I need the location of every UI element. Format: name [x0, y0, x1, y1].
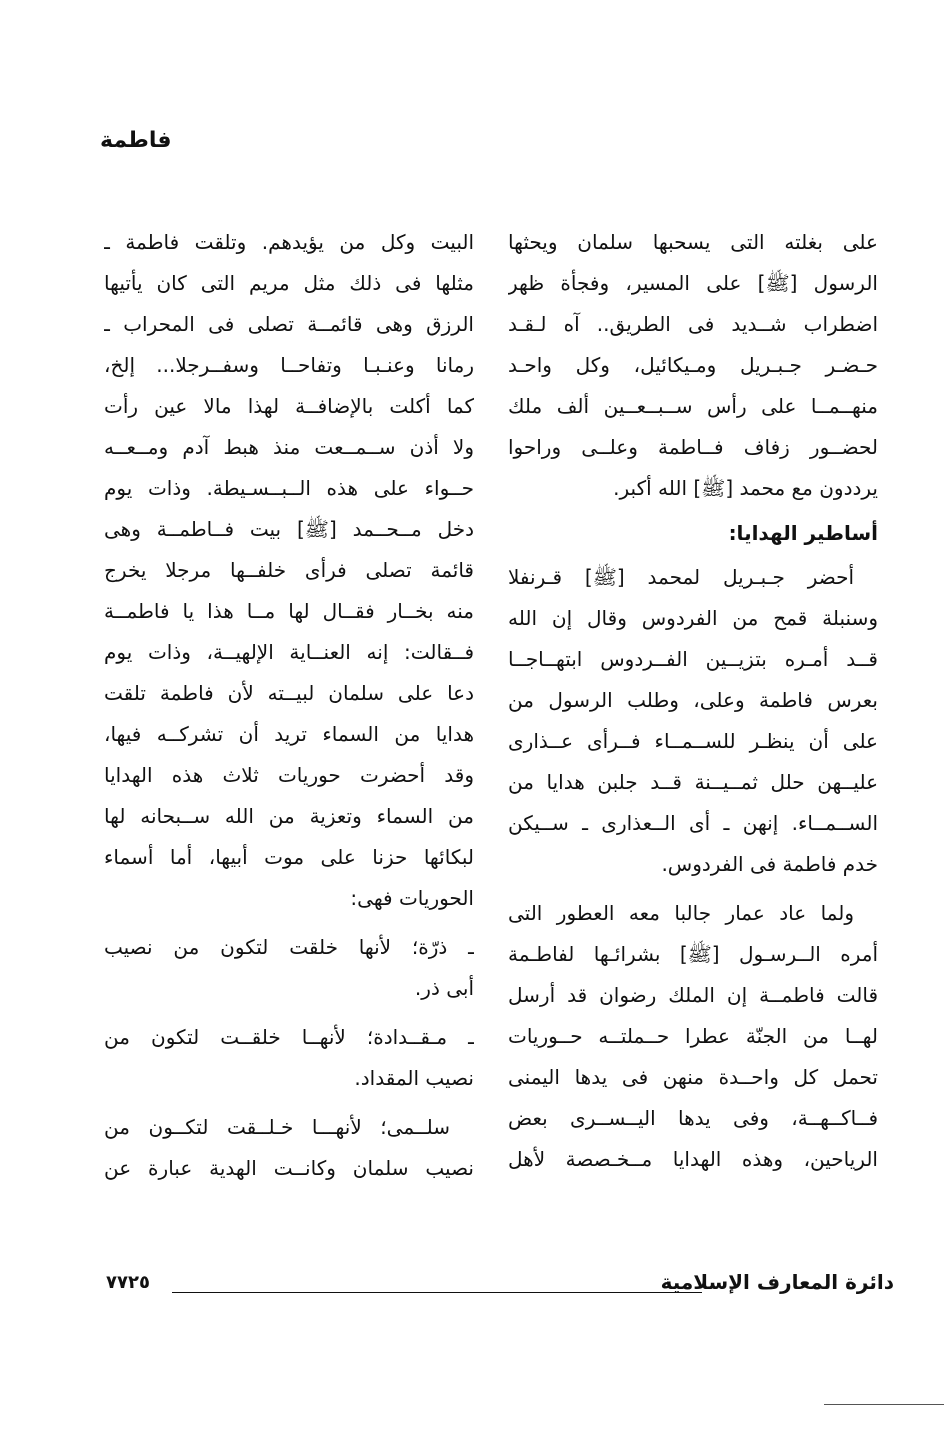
text-line: منه بخــار فقــال لها مــا هذا يا فاطمــة — [104, 599, 474, 623]
text-line: حـضـر جـبـريل ومـيكائيل، وكل واحـد — [508, 353, 878, 377]
text-line: البيت وكل من يؤيدهم. وتلقت فاطمة ـ — [104, 230, 474, 254]
text-line: كما أكلت بالإضافــة لهذا مالا عين رأت — [104, 394, 474, 418]
text-line: رمانا وعنـبـا وتفاحــا وسفــرجلا... إلخ، — [104, 353, 474, 377]
text-line: ـ مـقــدادة؛ لأنهــا خلقــت لتكون من — [104, 1025, 474, 1049]
text-line: قــد أمـره بتزيــين الفــردوس ابتهــاجــا — [508, 647, 878, 671]
text-line: خدم فاطمة فى الفردوس. — [661, 852, 878, 876]
text-line: اضطراب شــديد فى الطريق.. آه لـقـد — [508, 312, 878, 336]
text-line: منهــمــا على رأس ســبــعــين ألف ملك — [508, 394, 878, 418]
text-line: على بغلته التى يسحبها سلمان ويحثها — [508, 230, 878, 254]
text-line: نصيب سلمان وكانــت الهدية عبارة عن — [104, 1156, 474, 1180]
text-line: ولما عاد عمار جالبا معه العطور التى — [508, 901, 854, 925]
text-line: وسنبلة قمح من الفردوس وقال إن الله — [508, 606, 878, 630]
right-text-column — [508, 222, 878, 1180]
text-line: ـ ذرّة؛ لأنها خلقت لتكون من نصيب — [104, 935, 474, 959]
text-line: على أن ينظـر للســمــاء فــرأى عــذارى — [508, 729, 878, 753]
text-line: يرددون مع محمد [ﷺ] الله أكبر. — [613, 476, 878, 500]
text-line: عليــهن حلل ثمــيــنة قــد جلبن هدايا من — [508, 770, 878, 794]
text-line: نصيب المقداد. — [354, 1066, 474, 1090]
text-line: تحمل كل واحــدة منهن فى يدها اليمنى — [508, 1065, 878, 1089]
footer-divider — [172, 1292, 702, 1293]
text-line: لحضــور زفاف فــاطمة وعلــى وراحوا — [508, 435, 878, 459]
text-line: فــقالت: إنه العنــاية الإلهيــة، وذات يوم — [104, 640, 474, 664]
text-line: مثلها فى ذلك مثل مريم التى كان يأتيها — [104, 271, 474, 295]
text-line: هدايا من السماء تريد أن تشركــه فيها، — [104, 722, 474, 746]
text-line: قالت فاطمــة إن الملك رضوان قد أرسل — [508, 983, 878, 1007]
text-line: أبى ذر. — [414, 976, 474, 1000]
text-line: من السماء وتعزية من الله ســبحانه لها — [104, 804, 474, 828]
text-line: الحوريات فهى: — [350, 886, 474, 910]
page-header-title: فاطمة — [100, 128, 172, 153]
text-line: لبكائها حزنا على موت أبيها، أما أسماء — [104, 845, 474, 869]
text-line: ولا أذن ســمــعت منذ هبط آدم ومــعــه — [104, 435, 474, 459]
scan-edge-line — [824, 1404, 944, 1405]
text-line: وقد أحضرت حوريات ثلاث هذه الهدايا — [104, 763, 474, 787]
text-line: الســمــاء. إنهن ـ أى الــعذارى ـ ســيكن — [508, 811, 878, 835]
text-line: سلــمى؛ لأنهـــا خـلــقت لتكــون من — [104, 1115, 450, 1139]
footer-encyclopedia-title: دائرة المعارف الإسلامية — [660, 1270, 894, 1294]
text-line: أحضر جـبـريل لمحمد [ﷺ] قـرنفلا — [508, 565, 854, 589]
text-line: الرزق وهى قائمــة تصلى فى المحراب ـ — [104, 312, 474, 336]
text-line: لهــا من الجنّة عطرا حــملتــه حــوريات — [508, 1024, 878, 1048]
text-line: أمره الــرسـول [ﷺ] بشرائـها لفاطـمة — [508, 942, 878, 966]
left-text-column — [104, 222, 474, 1189]
text-line: الرياحين، وهذه الهدايا مــخـصصة لأهل — [508, 1147, 878, 1171]
text-line: قائمة تصلى فرأى خلفــها مرجلا يخرج — [104, 558, 474, 582]
text-line: الرسول [ﷺ] على المسير، وفجأة ظهر — [508, 271, 878, 295]
text-line: حــواء على هذه الــبــسـيطة. وذات يوم — [104, 476, 474, 500]
text-line: دعا على سلمان لبيــته لأن فاطمة تلقت — [104, 681, 474, 705]
section-heading: أساطير الهدايا: — [728, 521, 878, 545]
footer-page-number: ٧٧٢٥ — [106, 1272, 150, 1293]
text-line: فــاكــهــة، وفى يدها اليــســرى بعض — [508, 1106, 878, 1130]
text-line: بعرس فاطمة وعلى، وطلب الرسول من — [508, 688, 878, 712]
text-line: دخل مــحــمد [ﷺ] بيت فــاطمــة وهى — [104, 517, 474, 541]
